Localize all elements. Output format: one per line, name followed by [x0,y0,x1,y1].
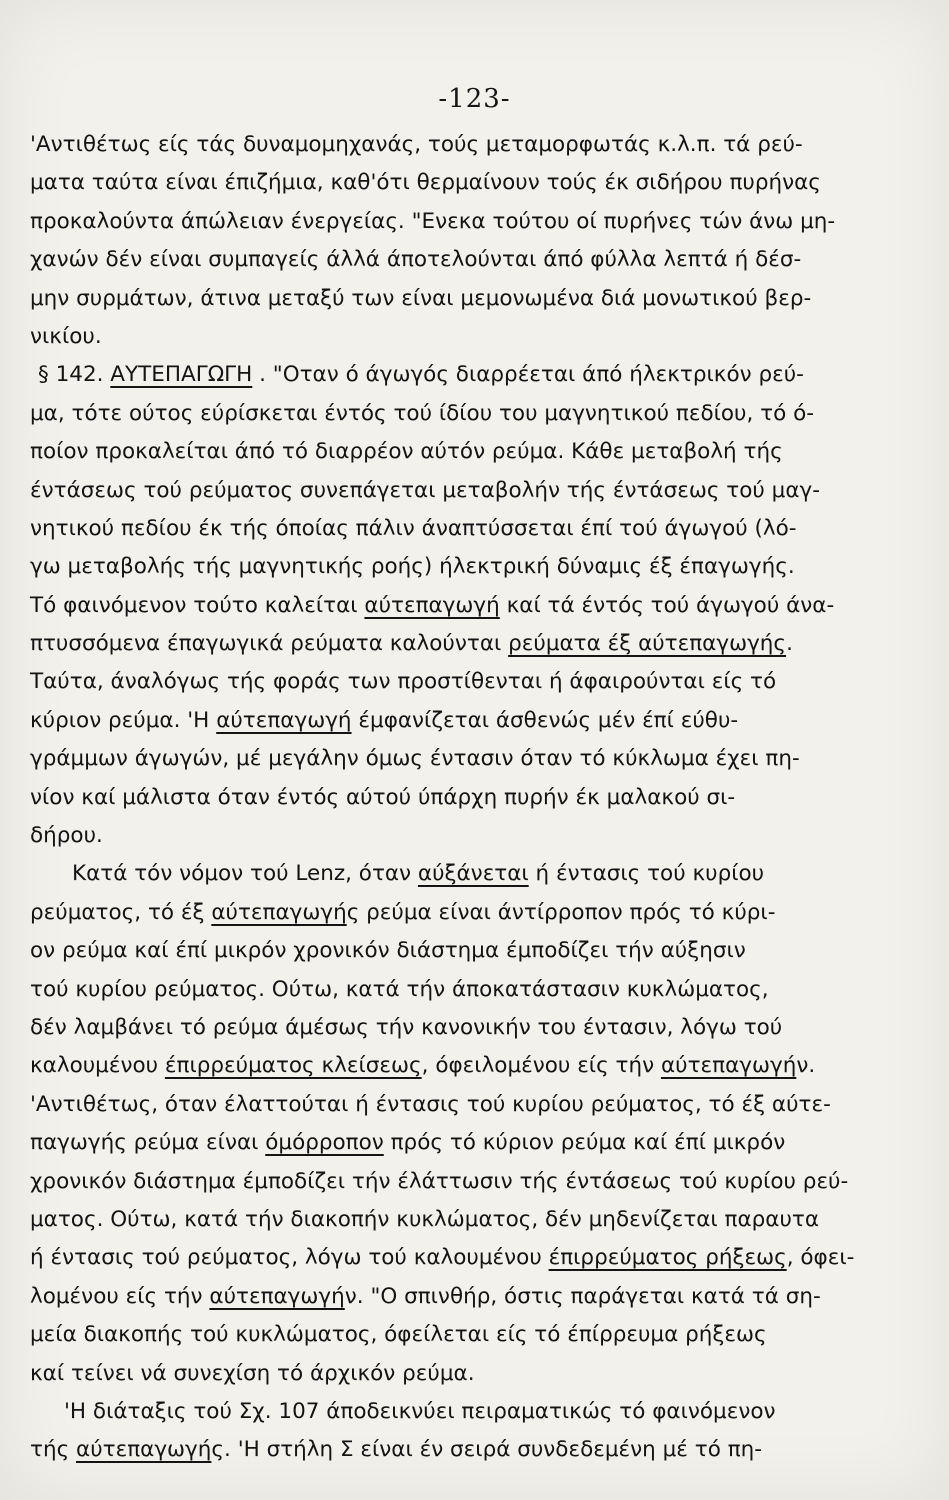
text-line: χρονικόν διάστημα έμποδίζει τήν έλάττωσιν τής έντάσεως τού κυρίου ρεύ- [30,1168,849,1194]
text-line: νίον καί μάλιστα όταν έντός αύτού ύπάρχη πυρήν έκ μαλακού σι- [30,784,736,810]
underlined-term: αύτεπαγωγή [211,899,347,925]
text-line: ποίον προκαλείται άπό τό διαρρέον αύτόν ρεύμα. Κάθε μεταβολή τής [30,439,783,465]
text-line: τού κυρίου ρεύματος. Ούτω, κατά τήν άποκατάστασιν κυκλώματος, [30,976,769,1002]
text-line: γω μεταβολής τής μαγνητικής ροής) ήλεκτρική δύναμις έξ έπαγωγής. [30,554,795,580]
underlined-term: έπιρρεύματος ρήξεως [548,1245,787,1271]
underlined-term: αύτεπαγωγή [364,592,500,618]
text-line: δήρου. [30,823,103,849]
text-line: έντάσεως τού ρεύματος συνεπάγεται μεταβολήν τής έντάσεως τού μαγ- [30,477,820,503]
body-text [30,126,900,1470]
text-line: μεία διακοπής τού κυκλώματος, όφείλεται είς τό έπίρρευμα ρήξεως [30,1322,767,1348]
text-line: παγωγής ρεύμα είναι όμόρροπον πρός τό κύριον ρεύμα καί έπί μικρόν [30,1124,900,1162]
text-line: καλουμένου έπιρρεύματος κλείσεως, όφειλομένου είς τήν αύτεπαγωγήν. [30,1047,900,1085]
text-line: Τό φαινόμενον τούτο καλείται αύτεπαγωγή καί τά έντός τού άγωγού άνα- [30,587,900,625]
paragraph-start-line: 'Η διάταξις τού Σχ. 107 άποδεικνύει πειραματικώς τό φαινόμενον [64,1398,776,1424]
text-line: μα, τότε ούτος εύρίσκεται έντός τού ίδίου του μαγνητικού πεδίου, τό ό- [30,400,814,426]
page-number: -123- [438,84,511,114]
underlined-term: αύτεπαγωγή [76,1437,212,1463]
text-line: τής αύτεπαγωγής. 'Η στήλη Σ είναι έν σειρά συνδεδεμένη μέ τό πη- [30,1431,900,1469]
underlined-term: έπιρρεύματος κλείσεως [164,1053,422,1079]
text-line: ή έντασις τού ρεύματος, λόγω τού καλουμένου έπιρρεύματος ρήξεως, όφει- [30,1239,900,1277]
underlined-term: ρεύματα έξ αύτεπαγωγής [508,631,787,657]
text-line: 'Αντιθέτως, όταν έλαττούται ή έντασις τού κυρίου ρεύματος, τό έξ αύτε- [30,1091,831,1117]
text-line: δέν λαμβάνει τό ρεύμα άμέσως τήν κανονικήν του έντασιν, λόγω τού [30,1014,783,1040]
text-line: πτυσσόμενα έπαγωγικά ρεύματα καλούνται ρεύματα έξ αύτεπαγωγής. [30,625,900,663]
underlined-term: αύτεπαγωγή [216,707,352,733]
underlined-term: ΑΥΤΕΠΑΓΩΓΗ [110,362,253,388]
text-line: ματα ταύτα είναι έπιζήμια, καθ'ότι θερμαίνουν τούς έκ σιδήρου πυρήνας [30,170,821,196]
section-heading-line: § 142. ΑΥΤΕΠΑΓΩΓΗ . "Οταν ό άγωγός διαρρέεται άπό ήλεκτρικόν ρεύ- [30,356,900,394]
text-line: κύριον ρεύμα. 'Η αύτεπαγωγή έμφανίζεται άσθενώς μέν έπί εύθυ- [30,702,900,740]
text-line: προκαλούντα άπώλειαν ένεργείας. "Ενεκα τούτου οί πυρήνες τών άνω μη- [30,208,836,234]
text-line: νητικού πεδίου έκ τής όποίας πάλιν άναπτύσσεται έπί τού άγωγού (λό- [30,515,797,541]
underlined-term: όμόρροπον [265,1130,384,1156]
text-line: χανών δέν είναι συμπαγείς άλλά άποτελούνται άπό φύλλα λεπτά ή δέσ- [30,247,802,273]
text-line: Ταύτα, άναλόγως τής φοράς των προστίθενται ή άφαιρούνται είς τό [30,669,777,695]
text-line: καί τείνει νά συνεχίση τό άρχικόν ρεύμα. [30,1360,475,1386]
text-line: μην συρμάτων, άτινα μεταξύ των είναι μεμονωμένα διά μονωτικού βερ- [30,285,812,311]
text-line: ματος. Ούτω, κατά τήν διακοπήν κυκλώματος, δέν μηδενίζεται παραυτα [30,1206,820,1232]
underlined-term: αύξάνεται [417,861,529,887]
text-line: νικίου. [30,323,102,349]
text-line: ον ρεύμα καί έπί μικρόν χρονικόν διάστημα έμποδίζει τήν αύξησιν [30,938,746,964]
paragraph-start-line: Κατά τόν νόμον τού Lenz, όταν αύξάνεται ή έντασις τού κυρίου [30,855,900,893]
text-line: ρεύματος, τό έξ αύτεπαγωγής ρεύμα είναι άντίρροπον πρός τό κύρι- [30,894,900,932]
text-line: λομένου είς τήν αύτεπαγωγήν. "Ο σπινθήρ, όστις παράγεται κατά τά ση- [30,1278,900,1316]
text-line: 'Αντιθέτως είς τάς δυναμομηχανάς, τούς μεταμορφωτάς κ.λ.π. τά ρεύ- [30,132,803,157]
underlined-term: αύτεπαγωγή [209,1283,345,1309]
underlined-term: αύτεπαγωγή [660,1053,797,1079]
text-line: γράμμων άγωγών, μέ μεγάλην όμως έντασιν όταν τό κύκλωμα έχει πη- [30,746,800,772]
